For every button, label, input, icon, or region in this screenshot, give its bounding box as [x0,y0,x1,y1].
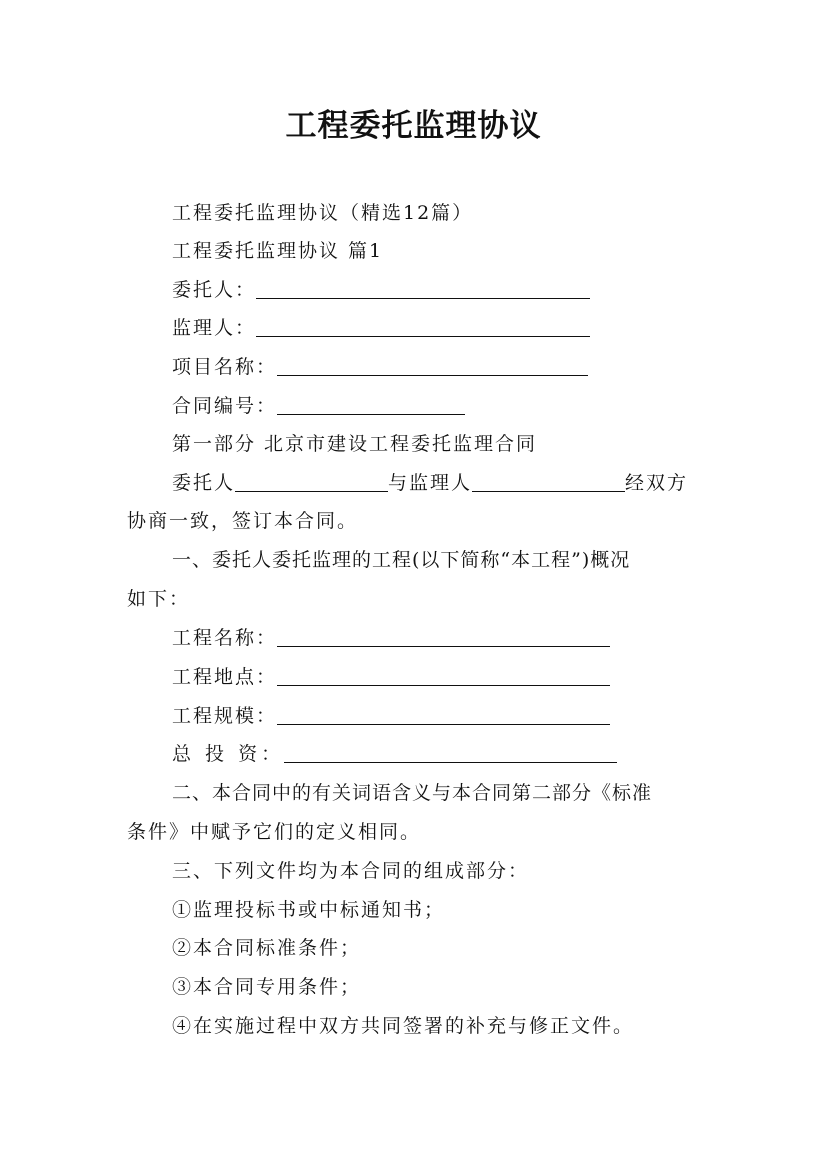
field-client [127,271,707,309]
field-work-location-blank [277,665,610,686]
field-work-name-label: 工程名称： [172,627,278,649]
field-project-name [127,348,707,386]
intro-a: 委托人 [172,472,236,494]
field-project-name-blank [277,355,588,376]
field-total-investment [127,735,707,773]
field-supervisor-blank [256,316,590,337]
list-item: ③本合同专用条件； [172,976,362,998]
list-item: ②本合同标准条件； [172,937,362,959]
field-total-investment-blank [284,742,617,763]
clause2-line2: 条件》中赋予它们的定义相同。 [127,821,422,843]
field-contract-no-blank [277,394,465,415]
clause1-line2: 如下： [127,588,191,610]
intro-c: 经双方 [625,472,689,494]
field-total-investment-label: 总 投 资： [172,743,285,765]
clause1-line1: 一、委托人委托监理的工程(以下简称“本工程”)概况 [172,549,631,571]
field-work-location-label: 工程地点： [172,666,278,688]
field-work-name-blank [277,626,610,647]
intro-blank-client [235,471,388,492]
list-item: ④在实施过程中双方共同签署的补充与修正文件。 [172,1015,635,1037]
field-contract-no [127,387,707,425]
subtitle: 工程委托监理协议（精选12篇） [172,202,474,224]
field-client-label: 委托人： [172,279,257,301]
clause3: 三、下列文件均为本合同的组成部分： [172,860,530,882]
field-client-blank [256,278,590,299]
document-title: 工程委托监理协议 [285,108,542,144]
intro-continuation: 协商一致，签订本合同。 [127,510,359,532]
field-work-name [127,619,707,657]
list-item: ①监理投标书或中标通知书； [172,899,446,921]
field-supervisor [127,309,707,347]
field-work-location [127,658,707,696]
field-work-scale-label: 工程规模： [172,705,278,727]
field-work-scale [127,697,707,735]
part1-heading: 第一部分 北京市建设工程委托监理合同 [172,433,538,455]
intro-blank-supervisor [472,471,625,492]
intro-line [127,464,707,502]
field-project-name-label: 项目名称： [172,356,278,378]
intro-b: 与监理人 [388,472,473,494]
field-contract-no-label: 合同编号： [172,395,278,417]
article-heading: 工程委托监理协议 篇1 [172,240,384,262]
field-work-scale-blank [277,704,610,725]
clause2-line1: 二、本合同中的有关词语含义与本合同第二部分《标准 [172,782,653,804]
field-supervisor-label: 监理人： [172,317,257,339]
